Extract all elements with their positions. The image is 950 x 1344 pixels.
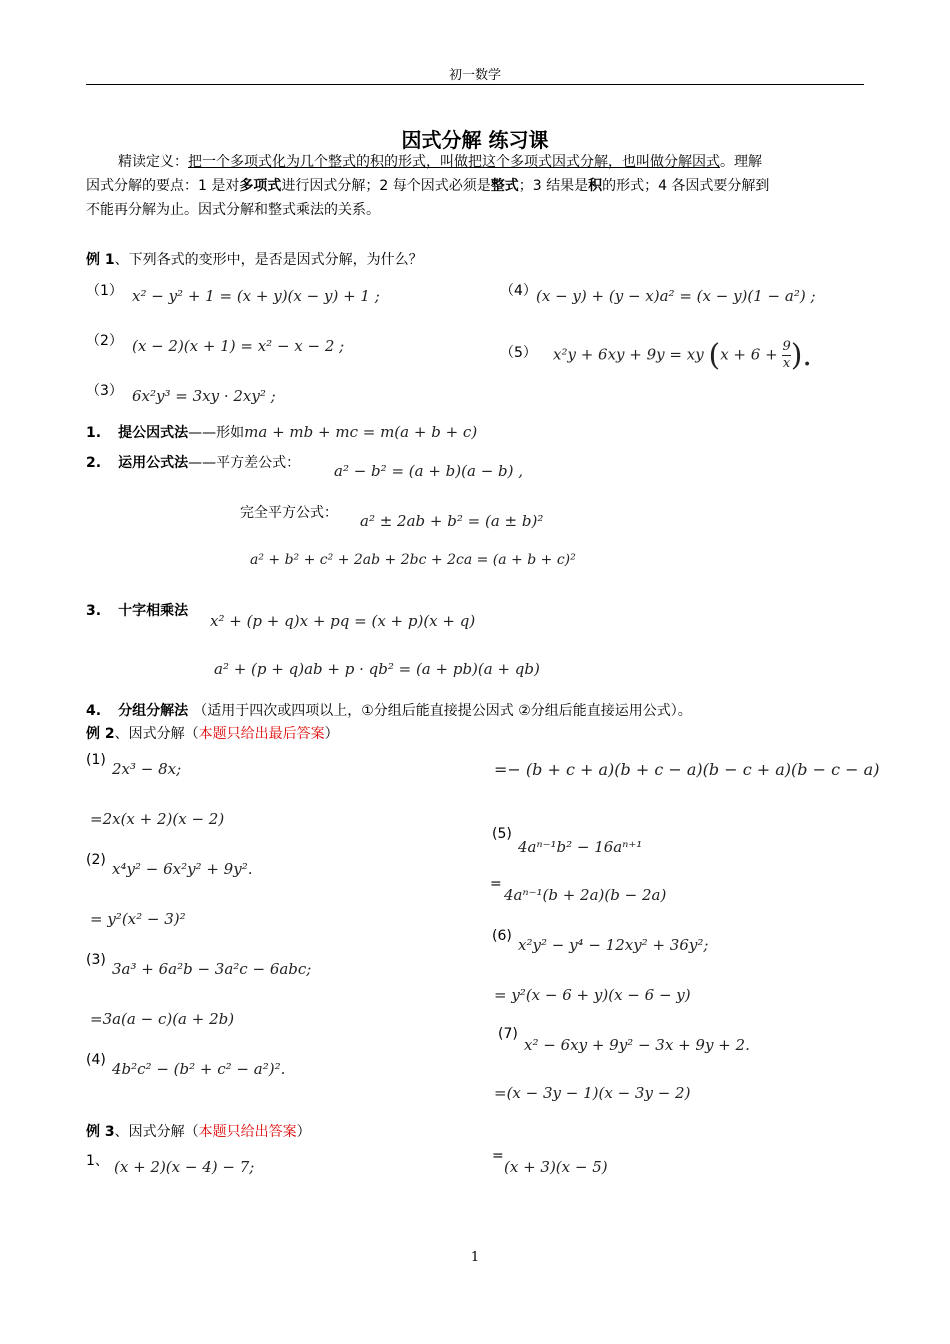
ex1-item-2-expr: (x − 2)(x + 1) = x² − x − 2 ; <box>132 337 345 355</box>
ex2-4-question: 4b²c² − (b² + c² − a²)². <box>112 1060 286 1078</box>
ex2-2-question: x⁴y² − 6x²y² + 9y². <box>112 860 253 878</box>
trinomial-square-formula: a² + b² + c² + 2ab + 2bc + 2ca = (a + b + c)² <box>250 552 576 568</box>
intro-bold-f: 积 <box>588 178 603 194</box>
ex2-3-answer: =3a(a − c)(a + 2b) <box>90 1010 235 1028</box>
ex2-3-question: 3a³ + 6a²b − 3a²c − 6abc; <box>112 960 312 978</box>
example-2-note: 本题只给出最后答案 <box>198 726 325 742</box>
ex2-7-answer: =(x − 3y − 1)(x − 3y − 2) <box>494 1084 691 1102</box>
difference-of-squares-formula: a² − b² = (a + b)(a − b) , <box>334 462 524 480</box>
method-4-name: 分组分解法 <box>118 703 189 719</box>
definition-text: 把一个多项式化为几个整式的积的形式，叫做把这个多项式因式分解，也叫做分解因式 <box>188 154 720 170</box>
intro-bold-a: 多项式 <box>239 178 282 194</box>
method-3 <box>86 600 188 620</box>
intro-lead: 精读定义： <box>118 154 188 170</box>
example-2-heading <box>86 722 339 746</box>
method-2 <box>86 452 300 472</box>
ex2-1-question: 2x³ − 8x; <box>112 760 182 778</box>
method-3-number: 3. <box>86 603 102 619</box>
cross-multiply-formula-2: a² + (p + q)ab + p · qb² = (a + pb)(a + qb) <box>214 660 540 678</box>
method-2-number: 2. <box>86 455 102 471</box>
perfect-square-label: 完全平方公式： <box>240 505 338 521</box>
method-1-number: 1. <box>86 425 102 441</box>
ex2-5-question: 4aⁿ⁻¹b² − 16aⁿ⁺¹ <box>518 838 643 856</box>
method-3-name: 十字相乘法 <box>118 603 189 619</box>
method-4-desc: （适用于四次或四项以上，①分组后能直接提公因式 ②分组后能直接运用公式）。 <box>193 703 692 719</box>
intro-line-1 <box>86 150 866 174</box>
example-2-close: ） <box>324 726 339 742</box>
method-1 <box>86 422 477 442</box>
ex2-1-no: (1) <box>86 752 106 768</box>
ex1-item-3-no: （3） <box>86 383 123 399</box>
intro-line-2 <box>86 174 769 198</box>
method-4-number: 4. <box>86 703 102 719</box>
ex1-item-5-fraction <box>782 339 790 372</box>
ex2-2-no: (2) <box>86 852 106 868</box>
ex3-1-no: 1、 <box>86 1153 109 1169</box>
ex2-3-no: (3) <box>86 952 106 968</box>
ex1-item-4-no: （4） <box>500 283 537 299</box>
ex1-item-1-no: （1） <box>86 283 123 299</box>
ex2-5-equals: = <box>490 876 502 892</box>
method-2-name: 运用公式法 <box>118 455 189 471</box>
ex2-6-no: (6) <box>492 928 512 944</box>
example-2-label: 例 2 <box>86 726 115 742</box>
method-1-name: 提公因式法 <box>118 425 189 441</box>
fraction-denominator: x <box>782 356 791 371</box>
intro-text-e: ；3 结果是 <box>518 178 589 194</box>
ex1-item-5-lhs: x²y + 6xy + 9y = xy <box>553 345 704 364</box>
cross-multiply-formula-1: x² + (p + q)x + pq = (x + p)(x + q) <box>210 612 476 630</box>
ex1-item-5-no: （5） <box>500 345 537 361</box>
example-3-label: 例 3 <box>86 1124 115 1140</box>
example-3-close: ） <box>296 1124 311 1140</box>
ex2-5-no: (5) <box>492 826 512 842</box>
ex2-4-answer: =− (b + c + a)(b + c − a)(b − c + a)(b − c − a) <box>494 760 880 779</box>
example-3-title: 、因式分解（ <box>114 1124 199 1140</box>
ex2-4-no: (4) <box>86 1052 106 1068</box>
intro-bold-d: 整式 <box>490 178 519 194</box>
method-2-desc: ——平方差公式： <box>188 455 301 471</box>
example-3-heading <box>86 1120 311 1144</box>
intro-text-c: 进行因式分解；2 每个因式必须是 <box>281 178 491 194</box>
ex2-7-question: x² − 6xy + 9y² − 3x + 9y + 2. <box>524 1036 750 1054</box>
ex1-item-5-paren-left: ( <box>708 338 721 373</box>
header-rule <box>86 84 864 85</box>
example-1-label: 例 1 <box>86 252 115 268</box>
intro-line-3: 不能再分解为止。因式分解和整式乘法的关系。 <box>86 202 380 218</box>
ex1-item-5-paren-right: ). <box>790 338 812 373</box>
perfect-square-formula: a² ± 2ab + b² = (a ± b)² <box>360 512 544 530</box>
intro-tail: 。理解 <box>720 154 762 170</box>
ex2-7-no: (7) <box>498 1026 518 1042</box>
ex1-item-4-expr: (x − y) + (y − x)a² = (x − y)(1 − a²) ; <box>536 287 816 305</box>
ex1-item-5-expr <box>553 338 812 373</box>
method-4 <box>86 700 692 720</box>
ex1-item-5-inner: x + 6 + <box>720 345 778 364</box>
intro-text-g: 的形式；4 各因式要分解到 <box>602 178 770 194</box>
fraction-numerator: 9 <box>782 339 791 354</box>
ex2-5-answer: 4aⁿ⁻¹(b + 2a)(b − 2a) <box>504 886 667 904</box>
ex1-item-3-expr: 6x²y³ = 3xy · 2xy² ; <box>132 387 276 405</box>
page-header: 初一数学 <box>448 68 501 83</box>
example-1-heading <box>86 248 423 272</box>
method-1-formula: ma + mb + mc = m(a + b + c) <box>244 423 478 441</box>
ex2-6-question: x²y² − y⁴ − 12xy² + 36y²; <box>518 936 709 954</box>
ex3-1-question: (x + 2)(x − 4) − 7; <box>114 1158 255 1176</box>
ex1-item-1-expr: x² − y² + 1 = (x + y)(x − y) + 1 ; <box>132 287 380 305</box>
method-1-desc: ——形如 <box>188 425 245 441</box>
example-3-note: 本题只给出答案 <box>198 1124 297 1140</box>
ex3-1-equals: = <box>492 1148 504 1164</box>
example-1-question: 、下列各式的变形中，是否是因式分解，为什么？ <box>114 252 423 268</box>
ex2-1-answer: =2x(x + 2)(x − 2) <box>90 810 225 828</box>
ex3-1-answer: (x + 3)(x − 5) <box>504 1158 608 1176</box>
document-title: 因式分解 练习课 <box>401 128 549 152</box>
ex1-item-2-no: （2） <box>86 333 123 349</box>
ex2-2-answer: = y²(x² − 3)² <box>90 910 186 928</box>
ex2-6-answer: = y²(x − 6 + y)(x − 6 − y) <box>494 986 691 1004</box>
page-number: 1 <box>470 1250 480 1265</box>
intro-text-a: 因式分解的要点：1 是对 <box>86 178 240 194</box>
example-2-title: 、因式分解（ <box>114 726 199 742</box>
